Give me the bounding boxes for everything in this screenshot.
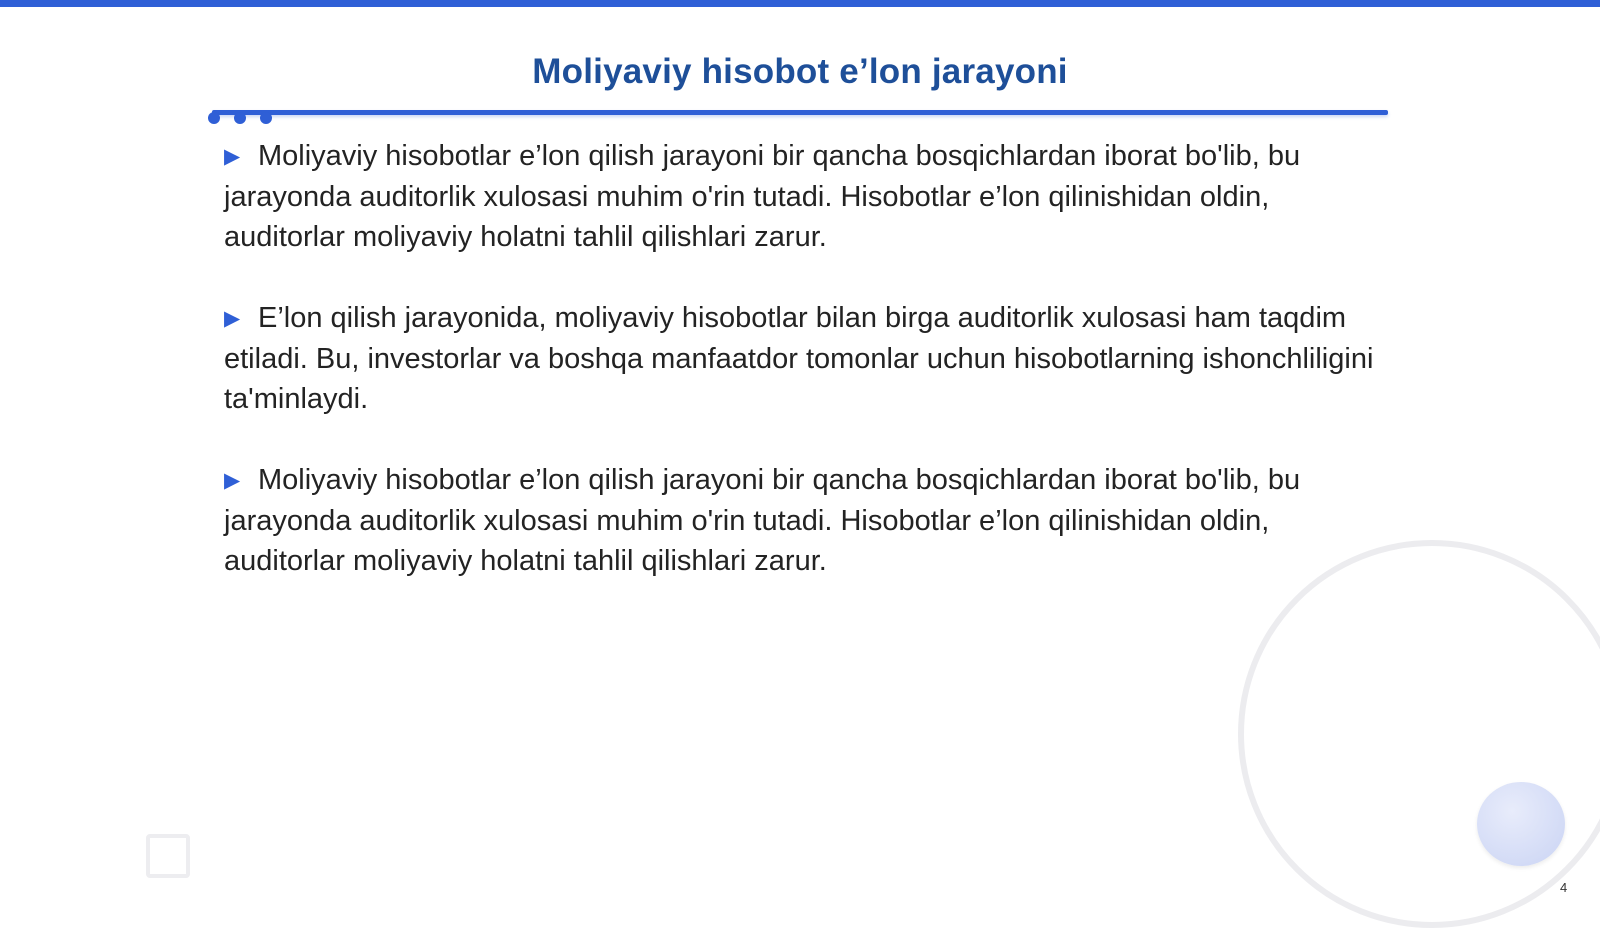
underline-dot xyxy=(208,112,220,124)
page-number: 4 xyxy=(1560,880,1568,895)
bullet-item xyxy=(224,298,1394,419)
underline-dot xyxy=(234,112,246,124)
top-accent-bar xyxy=(0,0,1600,7)
decorative-disc xyxy=(1477,782,1565,866)
bullet-item xyxy=(224,136,1394,257)
decorative-square xyxy=(146,834,190,878)
triangle-right-icon: ▶ xyxy=(224,307,241,330)
triangle-right-icon: ▶ xyxy=(224,469,241,492)
triangle-right-icon: ▶ xyxy=(224,145,241,168)
bullet-text: Moliyaviy hisobotlar e’lon qilish jarayoni bir qancha bosqichlardan iborat bo'lib, bu jarayonda auditorlik xulosasi muhim o'rin tutadi. Hisobotlar e’lon qilinishidan oldin, auditorlar moliyaviy holatni tahlil qilishlari zarur. xyxy=(224,140,1301,253)
bullet-item xyxy=(224,460,1394,581)
decorative-ring xyxy=(1238,540,1600,928)
bullet-text: Moliyaviy hisobotlar e’lon qilish jarayoni bir qancha bosqichlardan iborat bo'lib, bu jarayonda auditorlik xulosasi muhim o'rin tutadi. Hisobotlar e’lon qilinishidan oldin, auditorlar moliyaviy holatni tahlil qilishlari zarur. xyxy=(224,464,1301,577)
title-underline xyxy=(212,110,1388,115)
underline-dot xyxy=(260,112,272,124)
slide-title: Moliyaviy hisobot e’lon jarayoni xyxy=(532,52,1068,91)
bullet-list xyxy=(224,136,1394,622)
bullet-text: E’lon qilish jarayonida, moliyaviy hisobotlar bilan birga auditorlik xulosasi ham taqdim etiladi. Bu, investorlar va boshqa manfaatdor tomonlar uchun hisobotlarning ishonchliligini ta'minlaydi. xyxy=(224,302,1374,415)
